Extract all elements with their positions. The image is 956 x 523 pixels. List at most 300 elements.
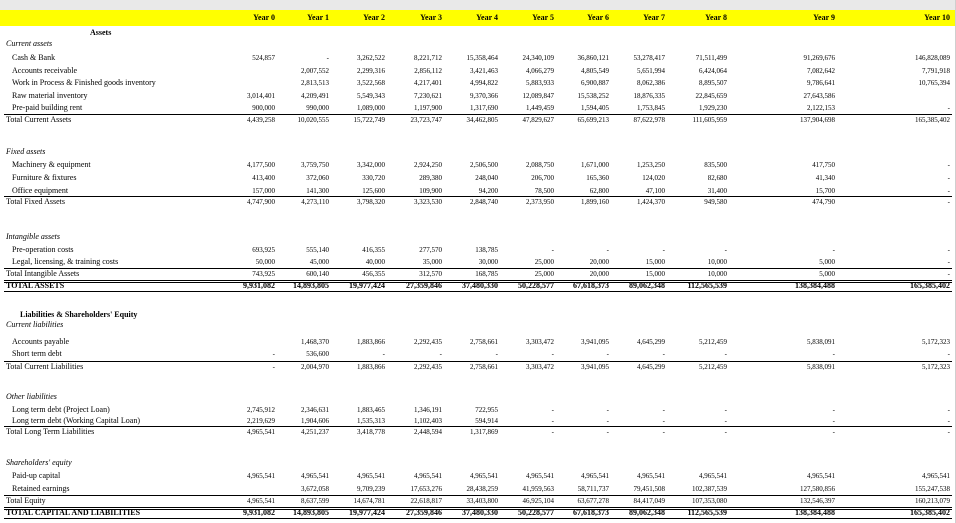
row-value: 112,565,539: [687, 281, 727, 290]
row-value: -: [551, 417, 554, 425]
row-value: 127,580,856: [800, 485, 835, 493]
row-value: 2,007,552: [301, 67, 329, 75]
row-value: 45,000: [309, 258, 329, 266]
row-label: Liabilities & Shareholders' Equity: [20, 310, 138, 319]
row-label: Shareholders' equity: [6, 458, 72, 467]
row-rule: [4, 196, 952, 197]
row-value: 10,000: [707, 258, 727, 266]
row-value: 50,228,577: [518, 508, 554, 517]
row-value: 14,893,805: [293, 281, 329, 290]
row-value: 10,000: [707, 270, 727, 278]
row-label: TOTAL CAPITAL AND LIABILITIES: [6, 508, 141, 517]
row-value: 1,753,845: [637, 104, 665, 112]
row-value: 1,424,370: [637, 198, 665, 206]
row-value: 9,931,082: [243, 508, 275, 517]
row-value: -: [382, 350, 385, 358]
row-value: 19,977,424: [349, 508, 385, 517]
row-value: 2,004,970: [301, 363, 329, 371]
row-value: 4,965,541: [247, 497, 275, 505]
row-value: 58,711,737: [577, 485, 609, 493]
row-value: -: [947, 417, 950, 425]
row-value: -: [724, 350, 727, 358]
row-value: 416,355: [362, 246, 385, 254]
row-value: 2,346,631: [301, 406, 329, 414]
row-value: 5,212,459: [699, 363, 727, 371]
row-value: 743,925: [252, 270, 275, 278]
row-value: 157,000: [252, 187, 275, 195]
row-value: 3,014,401: [247, 92, 275, 100]
row-value: 89,062,348: [629, 281, 665, 290]
row-value: 2,813,513: [301, 79, 329, 87]
row-value: 4,805,549: [581, 67, 609, 75]
row-value: 14,893,805: [293, 508, 329, 517]
row-value: -: [662, 406, 665, 414]
row-value: 248,040: [475, 174, 498, 182]
row-value: 4,965,541: [470, 472, 498, 480]
row-value: 91,269,676: [803, 54, 835, 62]
row-value: 165,360: [586, 174, 609, 182]
row-value: 4,251,237: [301, 428, 329, 436]
row-value: 1,535,313: [357, 417, 385, 425]
row-value: -: [724, 246, 727, 254]
row-label: Total Current Assets: [6, 115, 72, 124]
row-value: 62,800: [589, 187, 609, 195]
row-value: 15,538,252: [577, 92, 609, 100]
row-value: -: [947, 350, 950, 358]
row-value: 536,600: [306, 350, 329, 358]
row-value: 27,359,846: [406, 508, 442, 517]
row-rule: [4, 268, 952, 269]
row-value: 4,273,110: [301, 198, 329, 206]
row-value: -: [724, 428, 727, 436]
row-value: 78,500: [534, 187, 554, 195]
row-value: 37,480,330: [462, 508, 498, 517]
row-value: 5,838,091: [807, 363, 835, 371]
row-value: 65,699,213: [577, 116, 609, 124]
row-value: 2,506,500: [470, 161, 498, 169]
row-value: 600,140: [306, 270, 329, 278]
row-value: 165,385,402: [910, 281, 950, 290]
row-value: 2,292,435: [414, 338, 442, 346]
row-value: 4,965,541: [526, 472, 554, 480]
row-value: 3,323,530: [414, 198, 442, 206]
row-value: 138,384,488: [795, 281, 835, 290]
row-value: 22,618,817: [410, 497, 442, 505]
row-value: 2,292,435: [414, 363, 442, 371]
row-value: 8,895,507: [699, 79, 727, 87]
row-value: 109,900: [419, 187, 442, 195]
row-value: 330,720: [362, 174, 385, 182]
row-value: 9,370,366: [470, 92, 498, 100]
row-value: 2,088,750: [526, 161, 554, 169]
year-header: Year 10: [924, 13, 950, 22]
row-value: -: [947, 270, 950, 278]
row-label: Office equipment: [12, 186, 69, 195]
row-label: Total Long Term Liabilities: [6, 427, 95, 436]
row-value: 4,965,541: [247, 428, 275, 436]
row-value: 289,380: [419, 174, 442, 182]
row-value: 14,674,781: [353, 497, 385, 505]
row-value: 19,977,424: [349, 281, 385, 290]
row-rule: [4, 280, 952, 283]
row-value: -: [272, 363, 275, 371]
row-value: 25,000: [534, 270, 554, 278]
row-value: 71,511,499: [695, 54, 727, 62]
row-value: 15,000: [645, 258, 665, 266]
row-value: -: [947, 187, 950, 195]
year-header: Year 3: [420, 13, 442, 22]
row-value: 2,758,661: [470, 363, 498, 371]
row-value: -: [947, 428, 950, 436]
row-value: 94,200: [478, 187, 498, 195]
row-value: 7,230,621: [414, 92, 442, 100]
row-value: 41,340: [815, 174, 835, 182]
row-value: 33,403,800: [466, 497, 498, 505]
row-value: 5,000: [819, 270, 835, 278]
row-value: 23,723,747: [410, 116, 442, 124]
row-value: 312,570: [419, 270, 442, 278]
row-value: 6,424,064: [699, 67, 727, 75]
row-value: 67,618,373: [573, 508, 609, 517]
row-value: -: [832, 406, 835, 414]
row-value: 594,914: [475, 417, 498, 425]
row-label: TOTAL ASSETS: [6, 281, 65, 290]
row-label: Pre-operation costs: [12, 245, 74, 254]
row-value: 4,177,500: [247, 161, 275, 169]
row-value: 990,000: [306, 104, 329, 112]
row-value: 949,580: [704, 198, 727, 206]
row-value: 20,000: [589, 258, 609, 266]
row-value: 46,925,104: [522, 497, 554, 505]
row-value: 4,217,401: [414, 79, 442, 87]
row-value: -: [832, 246, 835, 254]
top-band: [0, 0, 956, 10]
row-value: 8,637,599: [301, 497, 329, 505]
row-value: 1,197,900: [414, 104, 442, 112]
row-value: 693,925: [252, 246, 275, 254]
row-value: 4,965,541: [807, 472, 835, 480]
row-value: 2,745,912: [247, 406, 275, 414]
row-label: Fixed assets: [6, 147, 46, 156]
row-value: 37,480,330: [462, 281, 498, 290]
row-value: 1,594,405: [581, 104, 609, 112]
row-value: 28,438,259: [466, 485, 498, 493]
row-value: 4,747,900: [247, 198, 275, 206]
row-value: 2,373,950: [526, 198, 554, 206]
row-value: -: [606, 246, 609, 254]
row-value: 9,931,082: [243, 281, 275, 290]
row-value: 1,883,866: [357, 363, 385, 371]
row-label: Long term debt (Working Capital Loan): [12, 416, 140, 425]
row-value: 18,876,335: [633, 92, 665, 100]
row-value: -: [662, 246, 665, 254]
row-value: -: [606, 350, 609, 358]
row-value: 50,000: [255, 258, 275, 266]
row-value: 8,221,712: [414, 54, 442, 62]
row-value: 87,622,978: [633, 116, 665, 124]
row-value: 168,785: [475, 270, 498, 278]
row-value: 165,385,402: [915, 116, 950, 124]
row-value: 5,549,343: [357, 92, 385, 100]
row-value: -: [947, 258, 950, 266]
row-value: -: [724, 417, 727, 425]
row-value: 1,317,690: [470, 104, 498, 112]
row-value: 4,965,541: [581, 472, 609, 480]
row-value: -: [662, 428, 665, 436]
row-value: 160,213,079: [915, 497, 950, 505]
row-value: -: [947, 104, 950, 112]
row-value: 5,883,933: [526, 79, 554, 87]
row-value: 5,838,091: [807, 338, 835, 346]
row-value: 20,000: [589, 270, 609, 278]
row-value: 900,000: [252, 104, 275, 112]
row-value: 4,645,299: [637, 338, 665, 346]
row-label: Paid-up capital: [12, 471, 61, 480]
row-value: 2,758,661: [470, 338, 498, 346]
row-value: -: [551, 428, 554, 436]
row-value: 4,965,541: [414, 472, 442, 480]
row-value: 3,418,778: [357, 428, 385, 436]
row-value: 12,089,847: [522, 92, 554, 100]
row-value: 125,600: [362, 187, 385, 195]
row-value: 3,672,058: [301, 485, 329, 493]
row-value: 2,122,153: [807, 104, 835, 112]
row-value: 3,342,000: [357, 161, 385, 169]
row-value: 1,317,869: [470, 428, 498, 436]
row-value: -: [495, 350, 498, 358]
row-value: -: [662, 417, 665, 425]
row-value: 79,451,508: [633, 485, 665, 493]
row-label: Accounts receivable: [12, 66, 78, 75]
row-value: 1,102,403: [414, 417, 442, 425]
row-label: Total Current Liabilities: [6, 362, 84, 371]
row-value: -: [272, 350, 275, 358]
row-value: 3,522,568: [357, 79, 385, 87]
row-value: 372,060: [306, 174, 329, 182]
year-header: Year 5: [532, 13, 554, 22]
row-rule: [4, 495, 952, 496]
row-label: Other liabilities: [6, 392, 57, 401]
row-value: 1,089,000: [357, 104, 385, 112]
row-value: 137,904,698: [800, 116, 835, 124]
row-label: Long term debt (Project Loan): [12, 405, 110, 414]
row-value: 82,680: [707, 174, 727, 182]
row-label: Raw material inventory: [12, 91, 88, 100]
row-value: 84,417,049: [633, 497, 665, 505]
row-value: 111,605,959: [692, 116, 727, 124]
year-header: Year 2: [363, 13, 385, 22]
row-value: 3,941,095: [581, 363, 609, 371]
row-value: 155,247,538: [915, 485, 950, 493]
row-value: 15,700: [815, 187, 835, 195]
row-value: -: [439, 350, 442, 358]
row-value: 146,828,089: [915, 54, 950, 62]
row-value: 417,750: [812, 161, 835, 169]
row-value: 138,384,488: [795, 508, 835, 517]
row-value: 67,618,373: [573, 281, 609, 290]
row-value: -: [662, 350, 665, 358]
row-value: 2,848,740: [470, 198, 498, 206]
row-value: 9,709,239: [357, 485, 385, 493]
row-value: 25,000: [534, 258, 554, 266]
row-value: 24,340,109: [522, 54, 554, 62]
row-value: 15,722,749: [353, 116, 385, 124]
row-value: 835,500: [704, 161, 727, 169]
row-value: 47,100: [645, 187, 665, 195]
row-value: 27,359,846: [406, 281, 442, 290]
row-value: 50,228,577: [518, 281, 554, 290]
row-value: 1,899,160: [581, 198, 609, 206]
row-value: 555,140: [306, 246, 329, 254]
row-value: 4,066,279: [526, 67, 554, 75]
row-value: 112,565,539: [687, 508, 727, 517]
row-value: 124,020: [642, 174, 665, 182]
year-header: Year 7: [643, 13, 665, 22]
row-value: 1,346,191: [414, 406, 442, 414]
row-value: 3,421,463: [470, 67, 498, 75]
row-value: 4,965,541: [357, 472, 385, 480]
row-value: 5,212,459: [699, 338, 727, 346]
row-rule: [4, 507, 952, 510]
row-value: 4,994,822: [470, 79, 498, 87]
row-label: Current liabilities: [6, 320, 64, 329]
row-value: -: [606, 406, 609, 414]
row-value: 2,299,316: [357, 67, 385, 75]
row-value: 4,965,541: [922, 472, 950, 480]
row-value: 1,468,370: [301, 338, 329, 346]
row-value: 722,955: [475, 406, 498, 414]
row-value: 1,883,866: [357, 338, 385, 346]
row-value: 2,219,629: [247, 417, 275, 425]
row-value: 15,358,464: [466, 54, 498, 62]
row-value: 141,300: [306, 187, 329, 195]
row-value: 2,924,250: [414, 161, 442, 169]
row-label: Work in Process & Finished goods inventory: [12, 78, 156, 87]
row-value: 40,000: [365, 258, 385, 266]
row-value: 1,904,606: [301, 417, 329, 425]
row-value: 132,546,397: [800, 497, 835, 505]
year-header: Year 4: [476, 13, 498, 22]
row-value: 7,791,918: [922, 67, 950, 75]
row-value: 7,082,642: [807, 67, 835, 75]
row-value: 413,400: [252, 174, 275, 182]
row-label: Total Intangible Assets: [6, 269, 80, 278]
row-value: -: [947, 161, 950, 169]
row-value: 22,845,659: [695, 92, 727, 100]
row-value: -: [326, 54, 329, 62]
year-header: Year 9: [813, 13, 835, 22]
row-label: Current assets: [6, 39, 53, 48]
row-value: 102,387,539: [692, 485, 727, 493]
row-label: Legal, licensing, & training costs: [12, 257, 119, 266]
row-label: Pre-paid building rent: [12, 103, 83, 112]
row-value: 1,883,465: [357, 406, 385, 414]
row-rule: [4, 114, 952, 115]
row-value: 30,000: [478, 258, 498, 266]
row-value: 5,172,323: [922, 363, 950, 371]
row-value: 1,929,230: [699, 104, 727, 112]
row-value: -: [832, 417, 835, 425]
row-value: 8,062,386: [637, 79, 665, 87]
row-value: 206,700: [531, 174, 554, 182]
row-value: -: [947, 406, 950, 414]
row-value: 31,400: [707, 187, 727, 195]
row-value: 107,353,080: [692, 497, 727, 505]
row-label: Furniture & fixtures: [12, 173, 77, 182]
row-value: 15,000: [645, 270, 665, 278]
row-value: 5,000: [819, 258, 835, 266]
row-value: 277,570: [419, 246, 442, 254]
row-label: Accounts payable: [12, 337, 70, 346]
row-value: 63,677,278: [577, 497, 609, 505]
row-value: 9,786,641: [807, 79, 835, 87]
row-value: 53,278,417: [633, 54, 665, 62]
row-value: 17,653,276: [410, 485, 442, 493]
year-header: Year 0: [253, 13, 275, 22]
row-value: 3,798,320: [357, 198, 385, 206]
row-value: 10,020,555: [297, 116, 329, 124]
row-value: 1,449,459: [526, 104, 554, 112]
row-value: 5,651,994: [637, 67, 665, 75]
row-value: 27,643,586: [803, 92, 835, 100]
row-value: 34,462,805: [466, 116, 498, 124]
row-value: 1,253,250: [637, 161, 665, 169]
row-rule: [4, 291, 952, 292]
row-value: 4,209,491: [301, 92, 329, 100]
year-header: Year 6: [587, 13, 609, 22]
row-label: Total Equity: [6, 496, 46, 505]
row-value: 35,000: [422, 258, 442, 266]
row-value: 138,785: [475, 246, 498, 254]
row-label: Intangible assets: [6, 232, 60, 241]
row-value: -: [551, 350, 554, 358]
row-value: 2,448,594: [414, 428, 442, 436]
row-value: -: [551, 406, 554, 414]
row-value: 1,671,000: [581, 161, 609, 169]
year-header: Year 8: [705, 13, 727, 22]
row-value: 165,385,402: [910, 508, 950, 517]
row-value: 3,759,750: [301, 161, 329, 169]
row-label: Total Fixed Assets: [6, 197, 65, 206]
row-value: 36,860,121: [577, 54, 609, 62]
row-value: 3,303,472: [526, 363, 554, 371]
row-value: -: [551, 246, 554, 254]
row-value: 10,765,394: [918, 79, 950, 87]
row-value: 3,941,095: [581, 338, 609, 346]
row-rule: [4, 426, 952, 427]
row-label: Assets: [90, 28, 112, 37]
row-value: 456,355: [362, 270, 385, 278]
year-header: Year 1: [307, 13, 329, 22]
row-value: 4,965,541: [247, 472, 275, 480]
row-value: -: [606, 428, 609, 436]
row-value: -: [947, 246, 950, 254]
row-value: -: [606, 417, 609, 425]
row-value: -: [832, 428, 835, 436]
row-value: 4,965,541: [301, 472, 329, 480]
row-value: 5,172,323: [922, 338, 950, 346]
row-value: -: [947, 198, 950, 206]
row-value: 524,857: [252, 54, 275, 62]
row-value: 47,829,627: [522, 116, 554, 124]
row-value: 4,645,299: [637, 363, 665, 371]
row-value: 474,790: [812, 198, 835, 206]
row-value: 4,965,541: [637, 472, 665, 480]
row-label: Machinery & equipment: [12, 160, 91, 169]
row-value: 3,262,522: [357, 54, 385, 62]
row-value: -: [832, 350, 835, 358]
row-value: -: [724, 406, 727, 414]
